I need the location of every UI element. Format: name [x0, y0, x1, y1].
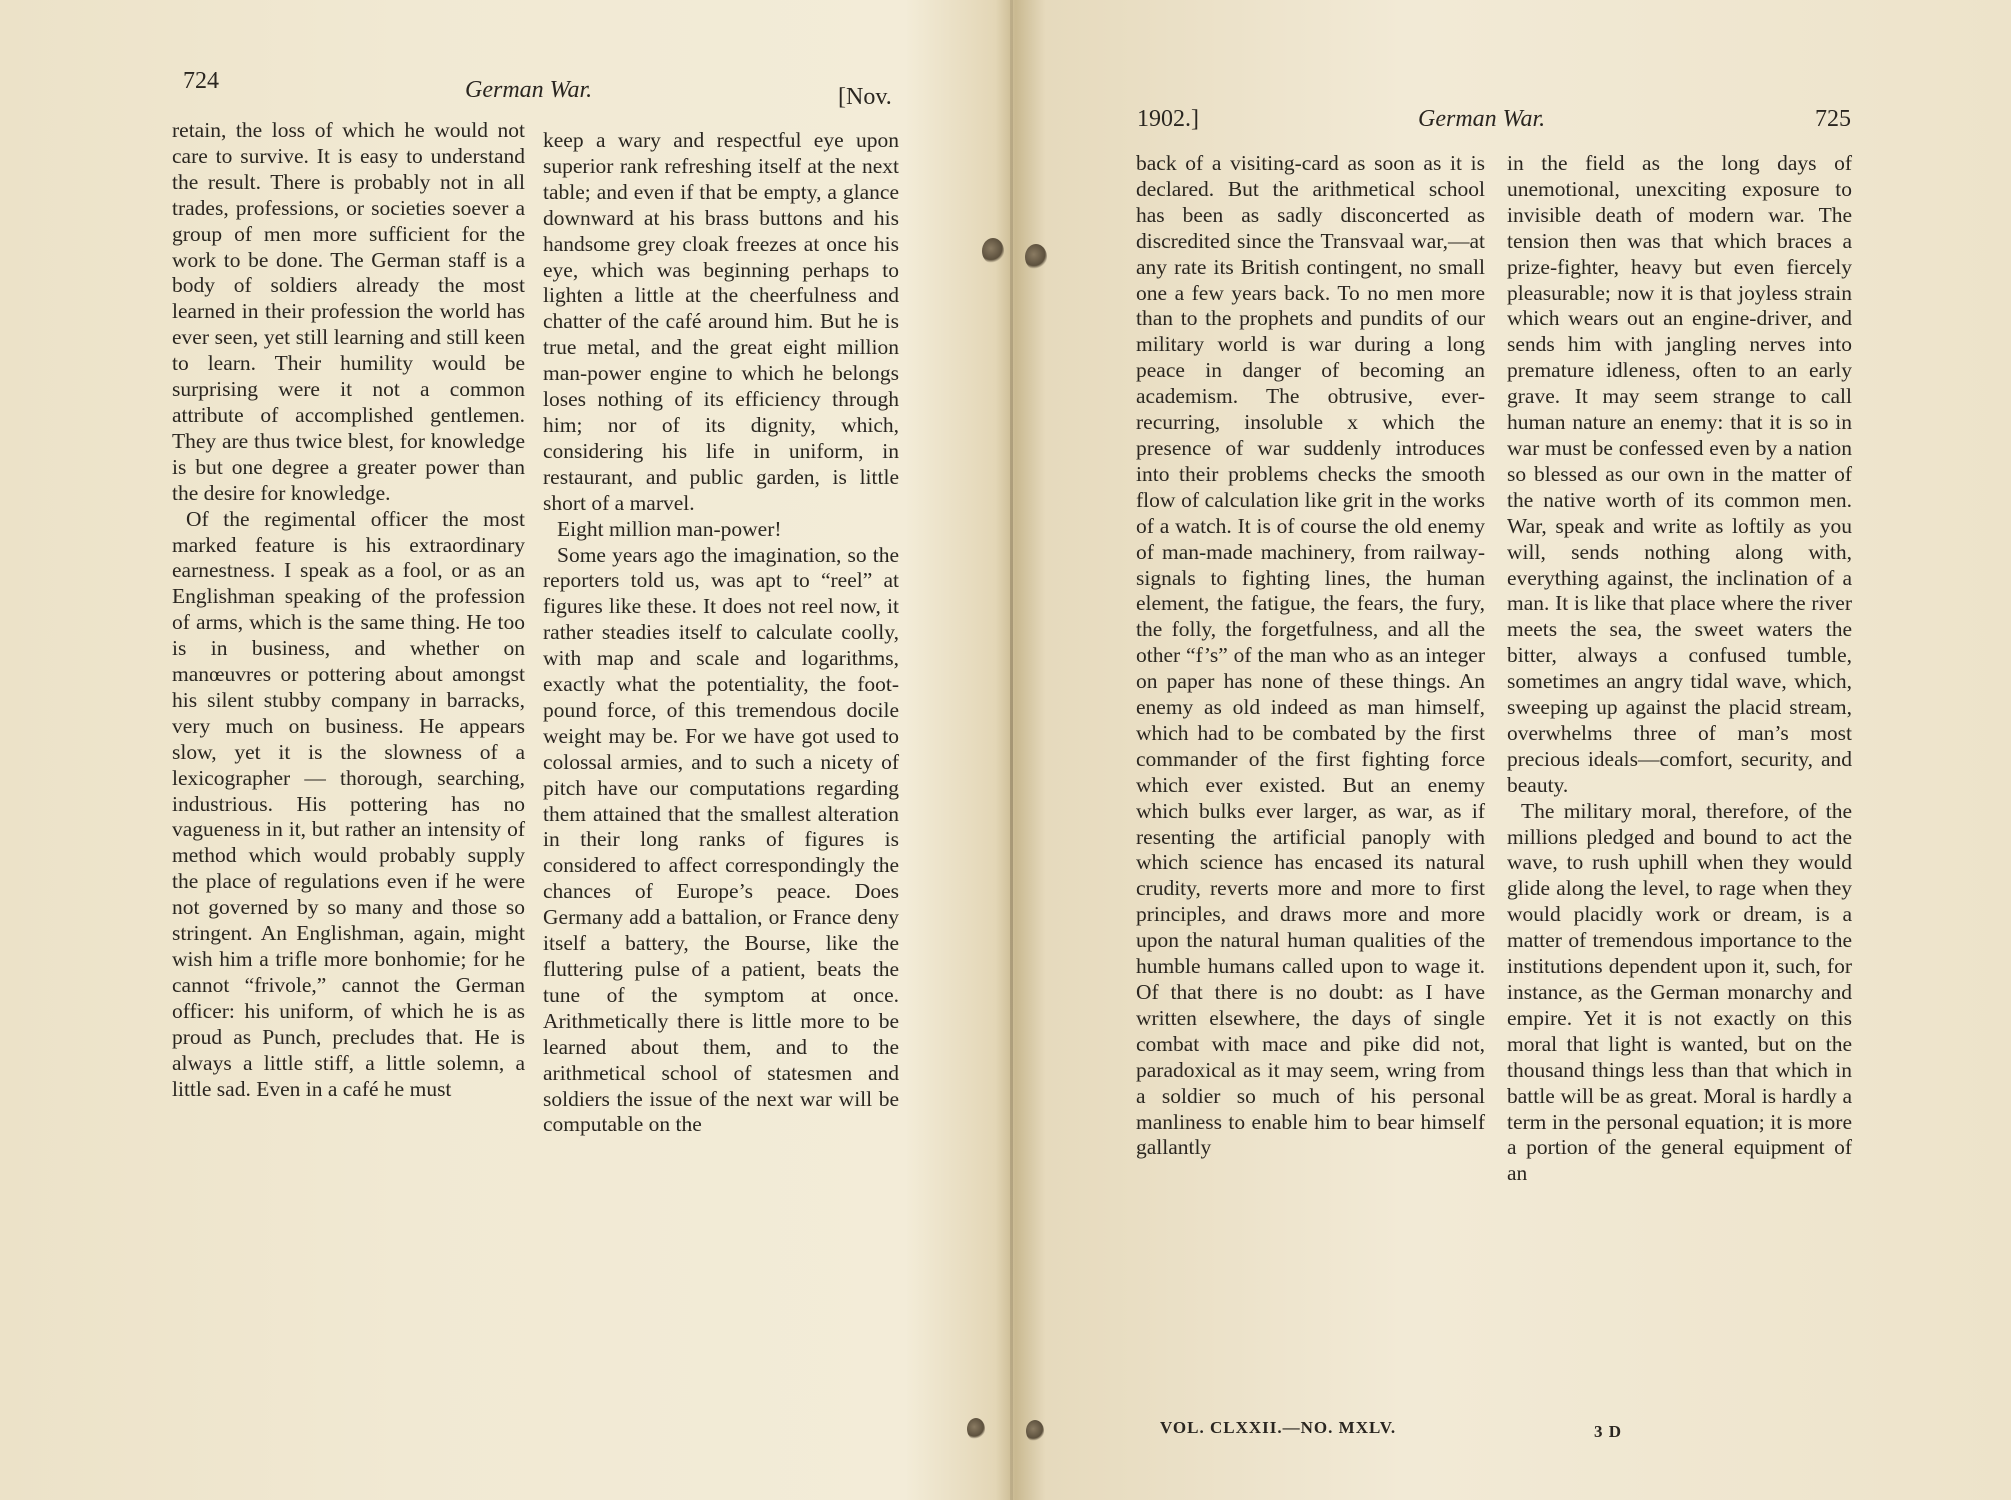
- left-column-1: [172, 118, 525, 1102]
- left-column-2: [543, 128, 899, 1138]
- left-page: [0, 0, 1000, 1500]
- left-running-title: German War.: [465, 77, 593, 103]
- paragraph: Of the regimental officer the most marked feature is his extraordinary earnestness. I speak as a fool, or as an Englishman speaking of the profession of arms, which is the same thing. He too is in business, and whether on manœuvres or pottering about amongst his silent stubby company in barracks, very much on business. He appears slow, yet it is the slowness of a lexicographer — thorough, searching, industrious. His pottering has no vagueness in it, but rather an intensity of method which would probably supply the place of regulations even if he were not governed by so many and those so stringent. An Englishman, again, might wish him a trifle more bonhomie; for he cannot “frivole,” cannot the German officer: his uniform, of which he is as proud as Punch, precludes that. He is always a little stiff, a little solemn, a little sad. Even in a café he must: [172, 506, 525, 1101]
- right-page-number: 725: [1815, 106, 1851, 132]
- paragraph: retain, the loss of which he would not care to survive. It is easy to understand the result. There is probably not in all trades, professions, or societies soever a group of men more sufficient for the work to be done. The German staff is a body of soldiers already the most learned in their profession the world has ever seen, yet still learning and still keen to learn. Their humility would be surprising were it not a common attribute of accomplished gentlemen. They are thus twice blest, for knowledge is but one degree a greater power than the desire for knowledge.: [172, 118, 525, 505]
- right-column-1: [1136, 151, 1485, 1161]
- left-date-mark: [Nov.: [838, 84, 892, 110]
- left-page-number: 724: [183, 68, 219, 94]
- right-running-title: German War.: [1418, 106, 1546, 132]
- right-column-2: [1507, 151, 1852, 1187]
- book-gutter: [1010, 0, 1013, 1500]
- paragraph: Some years ago the imagination, so the reporters told us, was apt to “reel” at figures like these. It does not reel now, it rather steadies itself to calculate coolly, with map and scale and logarithms, exactly what the potentiality, the foot-pound force, of this tremendous docile weight may be. For we have got used to colossal armies, and to such a nicety of pitch have our computations regarding them attained that the smallest alteration in their long ranks of figures is considered to affect correspondingly the chances of Europe’s peace. Does Germany add a battalion, or France deny itself a battery, the Bourse, like the fluttering pulse of a patient, beats the tune of the symptom at once. Arithmetically there is little more to be learned about them, and to the arithmetical school of statesmen and soldiers the issue of the next war will be computable on the: [543, 542, 899, 1137]
- volume-footer: VOL. CLXXII.—NO. MXLV.: [1160, 1418, 1397, 1437]
- right-date-mark: 1902.]: [1137, 106, 1199, 132]
- right-page: [1020, 0, 2011, 1500]
- paragraph: in the field as the long days of unemotional, unexciting exposure to invisible death of modern war. The tension then was that which braces a prize-fighter, heavy but even fiercely pleasurable; now it is that joyless strain which wears out an engine-driver, and sends him with jangling nerves into premature idleness, often to an early grave. It may seem strange to call human nature an enemy: that it is so in war must be confessed even by a nation so blessed as our own in the matter of the native worth of its common men. War, speak and write as loftily as you will, sends nothing along with, everything against, the inclination of a man. It is like that place where the river meets the sea, the sweet waters the bitter, always a confused tumble, sometimes an angry tidal wave, which, sweeping up against the placid stream, overwhelms three of man’s most precious ideals—comfort, security, and beauty.: [1507, 151, 1852, 797]
- paragraph: The military moral, therefore, of the millions pledged and bound to act the wave, to rush uphill when they would glide along the level, to rage when they would placidly work or dream, is a matter of tremendous importance to the institutions dependent upon it, such, for instance, as the German monarchy and empire. Yet it is not exactly on this moral that light is wanted, but on the thousand things less than that which in battle will be as great. Moral is hardly a term in the personal equation; it is more a portion of the general equipment of an: [1507, 798, 1852, 1186]
- paragraph: keep a wary and respectful eye upon superior rank refreshing itself at the next table; and even if that be empty, a glance downward at his brass buttons and his handsome grey cloak freezes at once his eye, which was beginning perhaps to lighten a little at the cheerfulness and chatter of the café around him. But he is true metal, and the great eight million man-power engine to which he belongs loses nothing of its efficiency through him; nor of its dignity, which, considering his life in uniform, in restaurant, and public garden, is little short of a marvel.: [543, 128, 899, 515]
- signature-mark: 3 D: [1594, 1422, 1623, 1441]
- paragraph: back of a visiting-card as soon as it is declared. But the arithmetical school has been as sadly disconcerted as discredited since the Transvaal war,—at any rate its British contingent, no small one a few years back. To no men more than to the prophets and pundits of our military world is war during a long peace in danger of becoming an academism. The obtrusive, ever-recurring, insoluble x which the presence of war suddenly introduces into their problems checks the smooth flow of calculation like grit in the works of a watch. It is of course the old enemy of man-made machinery, from railway-signals to fighting lines, the human element, the fatigue, the fears, the fury, the folly, the forgetfulness, and all the other “f’s” of the man who as an integer on paper has none of these things. An enemy as old indeed as man himself, which had to be combated by the first commander of the first fighting force which ever existed. But an enemy which bulks ever larger, as war, as if resenting the artificial panoply with which science has encased its natural crudity, reverts more and more to first principles, and draws more and more upon the natural human qualities of the humble humans called upon to wage it. Of that there is no doubt: as I have written elsewhere, the days of single combat with mace and pike did not, paradoxical as it may seem, wring from a soldier so much of his personal manliness to enable him to bear himself gallantly: [1136, 151, 1485, 1160]
- paragraph: Eight million man-power!: [557, 516, 782, 541]
